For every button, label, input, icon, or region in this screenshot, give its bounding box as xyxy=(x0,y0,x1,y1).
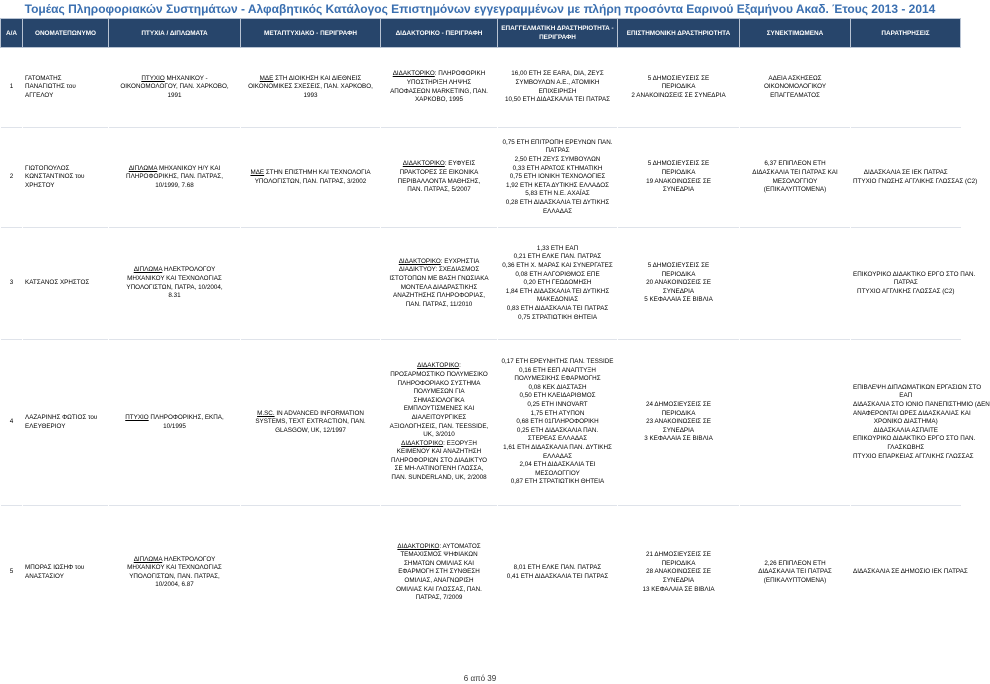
cell-num: 3 xyxy=(1,228,23,340)
cell-masters xyxy=(241,340,381,506)
cell-professional-line: 0,25 ΕΤΗ INNOVART xyxy=(527,401,588,409)
cell-remarks-line: ΠΤΥΧΙΟ ΕΠΑΡΚΕΙΑΣ ΑΓΓΛΙΚΗΣ ΓΛΩΣΣΑΣ xyxy=(853,452,974,460)
cell-remarks-line: ΕΑΠ xyxy=(899,392,913,400)
cell-scientific-line: ΠΕΡΙΟΔΙΚΑ xyxy=(661,559,696,567)
cell-phd xyxy=(381,228,498,340)
cell-professional-line: ΜΕΣΟΛΟΓΓΙΟΥ xyxy=(535,469,580,477)
cell-phd-line: ΙΣΤΟΤΟΠΩΝ ΜΕ ΒΑΣΗ ΓΝΩΣΙΑΚΑ xyxy=(389,274,489,282)
cell-professional-line: ΜΑΚΕΔΟΝΙΑΣ xyxy=(536,296,579,304)
cell-considered-line: ΜΕΣΟΛΟΓΓΙΟΥ xyxy=(772,177,818,185)
cell-degree xyxy=(109,48,241,128)
cell-phd-line: ΠΛΗΡΟΦΟΡΙΑΚΟ ΣΥΣΤΗΜΑ xyxy=(397,379,481,387)
cell-degree-line: ΥΠΟΛΟΓΙΣΤΩΝ, ΠΑΝ. ΠΑΤΡΑΣ, xyxy=(129,572,220,580)
cell-remarks-line: ΕΠΙΚΟΥΡΙΚΟ ΔΙΔΑΚΤΙΚΟ ΕΡΓΟ ΣΤΟ ΠΑΝ. xyxy=(853,270,976,278)
cell-phd-line: ΠΑΤΡΑΣ, 7/2009 xyxy=(415,594,463,602)
col-header-remarks: ΠΑΡΑΤΗΡΗΣΕΙΣ xyxy=(851,19,961,48)
cell-phd-line: ΠΛΗΡΟΦΟΡΙΩΝ ΣΤΟ ΔΙΑΔΙΚΤΥΟ xyxy=(390,456,488,464)
cell-professional xyxy=(498,128,618,228)
cell-remarks xyxy=(851,340,990,506)
cell-name-line: ΛΑΖΑΡΙΝΗΣ ΦΩΤΙΟΣ του xyxy=(25,413,98,421)
cell-phd-line: ΟΜΙΛΙΑΣ, ΑΝΑΓΝΩΡΙΣΗ xyxy=(404,577,474,585)
col-header-considered: ΣΥΝΕΚΤΙΜΩΜΕΝΑ xyxy=(740,19,851,48)
cell-professional-line: ΣΤΕΡΕΑΣ ΕΛΛΑΔΑΣ xyxy=(527,435,588,443)
cell-professional-line: ΣΥΜΒΟΥΛΩΝ Α.Ε., ΑΤΟΜΙΚΗ xyxy=(515,78,600,86)
cell-professional-line: 1,92 ΕΤΗ ΚΕΤΑ ΔΥΤΙΚΗΣ ΕΛΛΑΔΟΣ xyxy=(506,181,609,189)
cell-degree-line: 1991 xyxy=(167,91,182,99)
cell-professional-line: 2,50 ΕΤΗ ΖΕΥΣ ΣΥΜΒΟΥΛΩΝ xyxy=(514,156,601,164)
col-header-masters: ΜΕΤΑΠΤΥΧΙΑΚΟ - ΠΕΡΙΓΡΑΦΗ xyxy=(241,19,381,48)
cell-scientific-line: ΠΕΡΙΟΔΙΚΑ xyxy=(661,168,696,176)
cell-num: 4 xyxy=(1,340,23,506)
cell-professional-line: 0,83 ΕΤΗ ΔΙΔΑΣΚΑΛΙΑ ΤΕΙ ΠΑΤΡΑΣ xyxy=(506,304,609,312)
cell-professional xyxy=(498,228,618,340)
cell-name xyxy=(23,228,109,340)
cell-phd-line: ΔΙΔΑΚΤΟΡΙΚΟ: ΕΥΦΥΕΙΣ xyxy=(402,160,476,168)
cell-phd-line: ΠΟΛΥΜΕΣΩΝ ΓΙΑ xyxy=(413,388,465,396)
cell-phd-line: ΠΑΝ. SUNDERLAND, UK, 2/2008 xyxy=(391,474,487,482)
cell-remarks-line: ΠΤΥΧΙΟ ΑΓΓΛΙΚΗΣ ΓΛΩΣΣΑΣ (C2) xyxy=(857,287,955,295)
cell-phd-line: ΟΜΙΛΙΑΣ ΚΑΙ ΓΛΩΣΣΑΣ, ΠΑΝ. xyxy=(396,585,482,593)
cell-degree-line: ΟΙΚΟΝΟΜΟΛΟΓΟΥ, ΠΑΝ. ΧΑΡΚΟΒΟ, xyxy=(120,83,229,91)
table-body xyxy=(1,48,990,640)
cell-name xyxy=(23,506,109,640)
cell-professional-line: 0,28 ΕΤΗ ΔΙΔΑΣΚΑΛΙΑ ΤΕΙ ΔΥΤΙΚΗΣ xyxy=(505,198,610,206)
cell-name-line: ΕΛΕΥΘΕΡΙΟΥ xyxy=(25,422,66,430)
cell-scientific xyxy=(618,340,740,506)
cell-num: 1 xyxy=(1,48,23,128)
cell-masters-line: 1993 xyxy=(303,91,318,99)
cell-professional-line: 1,61 ΕΤΗ ΔΙΔΑΣΚΑΛΙΑ ΠΑΝ. ΔΥΤΙΚΗΣ xyxy=(503,443,612,451)
cell-professional-line: 0,87 ΕΤΗ ΣΤΡΑΤΙΩΤΙΚΗ ΘΗΤΕΙΑ xyxy=(510,478,605,486)
cell-professional-line: ΕΠΙΧΕΙΡΗΣΗ xyxy=(538,87,577,95)
cell-professional-line: ΕΛΛΑΔΑΣ xyxy=(542,452,573,460)
cell-phd-line: ΔΙΔΑΚΤΟΡΙΚΟ: xyxy=(417,362,461,370)
cell-phd-line: ΥΠΟΣΤΗΡΙΞΗ ΛΗΨΗΣ xyxy=(406,78,472,86)
cell-phd-line: ΣΕ ΜΗ-ΛΑΤΙΝΟΓΕΝΗ ΓΛΩΣΣΑ, xyxy=(394,465,484,473)
cell-scientific-line: 13 ΚΕΦΑΛΑΙΑ ΣΕ ΒΙΒΛΙΑ xyxy=(642,585,715,593)
cell-professional-line: 5,83 ΕΤΗ Ν.Ε. ΑΧΑΪΑΣ xyxy=(525,190,590,198)
cell-phd-line: ΔΙΑΛΕΙΤΟΥΡΓΙΚΕΣ xyxy=(411,413,467,421)
cell-considered-line: ΔΙΔΑΣΚΑΛΙΑ ΤΕΙ ΠΑΤΡΑΣ xyxy=(758,568,832,576)
cell-professional-line: 1,84 ΕΤΗ ΔΙΔΑΣΚΑΛΙΑ ΤΕΙ ΔΥΤΙΚΗΣ xyxy=(505,287,610,295)
cell-remarks-line: ΔΙΔΑΣΚΑΛΙΑ ΑΣΠΑΙΤΕ xyxy=(873,426,938,434)
cell-remarks-line: ΔΙΔΑΣΚΑΛΙΑ ΣΤΟ ΙΟΝΙΟ ΠΑΝΕΠΙΣΤΗΜΙΟ (ΔΕΝ xyxy=(853,401,990,409)
cell-phd-line: ΠΡΑΚΤΟΡΕΣ ΣΕ ΕΙΚΟΝΙΚΑ xyxy=(399,168,479,176)
cell-scientific-line: 20 ΑΝΑΚΟΙΝΩΣΕΙΣ ΣΕ xyxy=(646,279,711,287)
cell-scientific xyxy=(618,128,740,228)
cell-phd-line: ΔΙΑΔΙΚΤΥΟΥ: ΣΧΕΔΙΑΣΜΟΣ xyxy=(398,266,480,274)
cell-scientific-line: 24 ΔΗΜΟΣΙΕΥΣΕΙΣ ΣΕ xyxy=(646,401,711,409)
cell-masters xyxy=(241,128,381,228)
page-title: Τομέας Πληροφοριακών Συστημάτων - Αλφαβητικός Κατάλογος Επιστημόνων εγγεγραμμένων με πλήρη προσόντα Εαρινού Εξαμήνου Ακαδ. Έτους 2013 - 2014 xyxy=(24,2,936,16)
cell-professional-line: 0,75 ΣΤΡΑΤΙΩΤΙΚΗ ΘΗΤΕΙΑ xyxy=(517,313,598,321)
cell-professional-line: 16,00 ΕΤΗ ΣΕ EARA, DIA, ΖΕΥΣ xyxy=(511,70,604,78)
cell-professional-line: 0,25 ΕΤΗ ΔΙΔΑΣΚΑΛΙΑ ΠΑΝ. xyxy=(516,426,599,434)
cell-degree-line: ΜΗΧΑΝΙΚΟΥ ΚΑΙ ΤΕΧΝΟΛΟΓΙΑΣ xyxy=(127,564,222,572)
cell-remarks-line: ΧΡΟΝΙΚΟ ΔΙΑΣΤΗΜΑ) xyxy=(873,418,938,426)
cell-professional xyxy=(498,340,618,506)
cell-scientific-line: ΣΥΝΕΔΡΙΑ xyxy=(662,186,695,194)
cell-phd-line: ΣΗΜΑΤΩΝ ΟΜΙΛΙΑΣ ΚΑΙ xyxy=(404,559,474,567)
cell-phd-line: ΠΑΝ. ΠΑΤΡΑΣ, 11/2010 xyxy=(405,300,473,308)
cell-name xyxy=(23,340,109,506)
cell-masters xyxy=(241,228,381,340)
cell-masters-line: GLASGOW, UK, 12/1997 xyxy=(275,426,346,434)
cell-scientific-line: 21 ΔΗΜΟΣΙΕΥΣΕΙΣ ΣΕ xyxy=(646,551,711,559)
col-header-phd: ΔΙΔΑΚΤΟΡΙΚΟ - ΠΕΡΙΓΡΑΦΗ xyxy=(381,19,498,48)
cell-remarks-line: ΠΑΤΡΑΣ xyxy=(893,279,918,287)
cell-degree-line: ΜΗΧΑΝΙΚΟΥ ΚΑΙ ΤΕΧΝΟΛΟΓΙΑΣ xyxy=(127,274,222,282)
col-header-num: Α/Α xyxy=(1,19,23,48)
cell-phd-line: ΕΜΠΛΟΥΤΙΣΜΕΝΕΣ ΚΑΙ xyxy=(403,405,475,413)
cell-name-line: ΧΡΗΣΤΟΥ xyxy=(25,181,55,189)
cell-professional-line: 0,50 ΕΤΗ ΚΛΕΙΔΑΡΙΘΜΟΣ xyxy=(519,392,596,400)
cell-name-line: ΜΠΟΡΑΣ ΙΩΣΗΦ του xyxy=(25,564,85,572)
cell-phd-line: ΧΑΡΚΟΒΟ, 1995 xyxy=(414,96,464,104)
cell-professional-line: 0,68 ΕΤΗ 01ΠΛΗΡΟΦΟΡΙΚΗ xyxy=(516,418,599,426)
table-row xyxy=(1,340,961,506)
cell-phd xyxy=(381,48,498,128)
cell-remarks xyxy=(851,128,978,228)
cell-scientific-line: 19 ΑΝΑΚΟΙΝΩΣΕΙΣ ΣΕ xyxy=(646,177,711,185)
cell-phd-line: ΠΡΟΣΑΡΜΟΣΤΙΚΟ ΠΟΛΥΜΕΣΙΚΟ xyxy=(390,370,488,378)
cell-professional-line: 0,21 ΕΤΗ ΕΛΚΕ ΠΑΝ. ΠΑΤΡΑΣ xyxy=(513,253,602,261)
cell-professional-line: 0,20 ΕΤΗ ΓΕΩΔΟΜΗΣΗ xyxy=(523,279,592,287)
cell-scientific-line: 2 ΑΝΑΚΟΙΝΩΣΕΙΣ ΣΕ ΣΥΝΕΔΡΙΑ xyxy=(631,91,726,99)
cell-scientific-line: ΣΥΝΕΔΡΙΑ xyxy=(662,577,695,585)
cell-remarks-line: ΔΙΔΑΣΚΑΛΙΑ ΣΕ ΙΕΚ ΠΑΤΡΑΣ xyxy=(863,168,948,176)
cell-professional-line: 0,33 ΕΤΗ ΑΡΑΤΟΣ ΚΤΗΜΑΤΙΚΗ xyxy=(512,164,603,172)
cell-phd-line: ΠΑΝ. ΠΑΤΡΑΣ, 5/2007 xyxy=(407,186,471,194)
cell-masters-line: M.SC. IN ADVANCED INFORMATION xyxy=(257,409,364,417)
cell-considered-line: ΑΔΕΙΑ ΑΣΚΗΣΕΩΣ xyxy=(768,74,822,82)
cell-remarks-line: ΕΠΙΚΟΥΡΙΚΟ ΔΙΔΑΚΤΙΚΟ ΕΡΓΟ ΣΤΟ ΠΑΝ. xyxy=(853,435,976,443)
cell-professional-line: 0,75 ΕΤΗ ΕΠΙΤΡΟΠΗ ΕΡΕΥΝΩΝ ΠΑΝ. xyxy=(502,138,613,146)
cell-name xyxy=(23,128,109,228)
cell-num: 2 xyxy=(1,128,23,228)
cell-phd-line: UK, 3/2010 xyxy=(423,431,455,439)
cell-remarks xyxy=(851,48,961,128)
cell-professional-line: ΕΛΛΑΔΑΣ xyxy=(542,207,573,215)
cell-masters-line: ΟΙΚΟΝΟΜΙΚΕΣ ΣΧΕΣΕΙΣ, ΠΑΝ. ΧΑΡΚΟΒΟ, xyxy=(248,83,373,91)
cell-professional-line: 2,04 ΕΤΗ ΔΙΔΑΣΚΑΛΙΑ ΤΕΙ xyxy=(519,461,596,469)
table-row xyxy=(1,228,961,340)
cell-degree-line: ΔΙΠΛΩΜΑ ΗΛΕΚΤΡΟΛΟΓΟΥ xyxy=(133,266,216,274)
cell-name-line: ΚΑΤΣΑΝΟΣ ΧΡΗΣΤΟΣ xyxy=(25,279,90,287)
cell-phd-line: ΣΗΜΑΣΙΟΛΟΓΙΚΑ xyxy=(413,396,465,404)
cell-considered xyxy=(740,128,851,228)
cell-phd-line: ΔΙΔΑΚΤΟΡΙΚΟ: ΑΥΤΟΜΑΤΟΣ xyxy=(397,542,481,550)
cell-scientific xyxy=(618,228,740,340)
cell-considered xyxy=(740,506,851,640)
cell-professional-line: 1,33 ΕΤΗ ΕΑΠ xyxy=(536,244,579,252)
cell-degree-line: ΠΤΥΧΙΟ ΜΗΧΑΝΙΚΟΥ - xyxy=(141,74,208,82)
cell-remarks-line: ΑΝΑΦΕΡΟΝΤΑΙ ΩΡΕΣ ΔΙΔΑΣΚΑΛΙΑΣ ΚΑΙ xyxy=(853,409,971,417)
cell-degree xyxy=(109,340,241,506)
cell-num: 5 xyxy=(1,506,23,640)
cell-degree xyxy=(109,128,241,228)
cell-name-line: ΓΙΩΤΟΠΟΥΛΟΣ xyxy=(25,164,70,172)
cell-scientific-line: 5 ΔΗΜΟΣΙΕΥΣΕΙΣ ΣΕ xyxy=(647,262,710,270)
cell-phd-line: ΑΞΙΟΛΟΓΗΣΕΙΣ, ΠΑΝ. TEESSIDE, xyxy=(389,422,489,430)
cell-scientific-line: 28 ΑΝΑΚΟΙΝΩΣΕΙΣ ΣΕ xyxy=(646,568,711,576)
cell-degree-line: ΔΙΠΛΩΜΑ ΗΛΕΚΤΡΟΛΟΓΟΥ xyxy=(133,555,216,563)
cell-scientific-line: ΠΕΡΙΟΔΙΚΑ xyxy=(661,409,696,417)
cell-phd-line: ΑΠΟΦΑΣΕΩΝ MARKETING, ΠΑΝ. xyxy=(390,87,488,95)
col-header-professional: ΕΠΑΓΓΕΛΜΑΤΙΚΗ ΔΡΑΣΤΗΡΙΟΤΗΤΑ - ΠΕΡΙΓΡΑΦΗ xyxy=(498,19,618,48)
col-header-degree: ΠΤΥΧΙΑ / ΔΙΠΛΩΜΑΤΑ xyxy=(109,19,241,48)
cell-degree-line: 10/2004, 6.87 xyxy=(155,581,194,589)
cell-phd-line: ΚΕΙΜΕΝΟΥ ΚΑΙ ΑΝΑΖΗΤΗΣΗ xyxy=(396,448,482,456)
cell-considered xyxy=(740,48,851,128)
cell-masters-line: ΜΔΕ ΣΤΗ ΔΙΟΙΚΗΣΗ ΚΑΙ ΔΙΕΘΝΕΙΣ xyxy=(259,74,362,82)
cell-degree xyxy=(109,228,241,340)
cell-professional-line: 1,75 ΕΤΗ ΑΤΥΠΟΝ xyxy=(530,409,585,417)
cell-professional-line: 0,75 ΕΤΗ ΙΟΝΙΚΗ ΤΕΧΝΟΛΟΓΙΕΣ xyxy=(509,173,606,181)
staff-table xyxy=(0,18,990,640)
cell-scientific-line: 5 ΔΗΜΟΣΙΕΥΣΕΙΣ ΣΕ xyxy=(647,74,710,82)
cell-professional-line: 10,50 ΕΤΗ ΔΙΔΑΣΚΑΛΙΑ ΤΕΙ ΠΑΤΡΑΣ xyxy=(504,96,611,104)
cell-professional-line: 8,01 ΕΤΗ ΕΛΚΕ ΠΑΝ. ΠΑΤΡΑΣ xyxy=(513,564,602,572)
cell-phd-line: ΔΙΔΑΚΤΟΡΙΚΟ: ΠΛΗΡΟΦΟΡΙΚΗ xyxy=(392,70,486,78)
cell-phd-line: ΤΕΜΑΧΙΣΜΟΣ ΨΗΦΙΑΚΩΝ xyxy=(400,551,478,559)
page-number: 6 από 39 xyxy=(463,674,497,683)
cell-professional xyxy=(498,48,618,128)
cell-considered-line: (ΕΠΙΚΑΛΥΠΤΟΜΕΝΑ) xyxy=(763,577,827,585)
cell-phd xyxy=(381,128,498,228)
cell-phd xyxy=(381,506,498,640)
cell-professional-line: 0,08 ΕΤΗ ΑΛΓΟΡΙΘΜΟΣ ΕΠΕ xyxy=(515,270,600,278)
cell-considered-line: ΟΙΚΟΝΟΜΟΛΟΓΙΚΟΥ xyxy=(763,83,827,91)
cell-name-line: ΑΝΑΣΤΑΣΙΟΥ xyxy=(25,572,64,580)
table-row xyxy=(1,128,961,228)
cell-scientific-line: 23 ΑΝΑΚΟΙΝΩΣΕΙΣ ΣΕ xyxy=(646,418,711,426)
col-header-name: ΟΝΟΜΑΤΕΠΩΝΥΜΟ xyxy=(23,19,109,48)
cell-professional-line: 0,17 ΕΤΗ ΕΡΕΥΝΗΤΗΣ ΠΑΝ. TESSIDE xyxy=(501,358,614,366)
cell-degree-line: 10/1999, 7.68 xyxy=(155,181,194,189)
cell-scientific-line: 5 ΔΗΜΟΣΙΕΥΣΕΙΣ ΣΕ xyxy=(647,160,710,168)
cell-considered-line: 6,37 ΕΠΙΠΛΕΟΝ ΕΤΗ xyxy=(764,160,826,168)
cell-scientific-line: ΠΕΡΙΟΔΙΚΑ xyxy=(661,83,696,91)
cell-considered-line: 2,26 ΕΠΙΠΛΕΟΝ ΕΤΗ xyxy=(764,559,826,567)
cell-scientific-line: 5 ΚΕΦΑΛΑΙΑ ΣΕ ΒΙΒΛΙΑ xyxy=(644,296,713,304)
cell-phd xyxy=(381,340,498,506)
cell-degree-line: 8.31 xyxy=(168,292,181,300)
cell-considered-line: ΕΠΑΓΓΕΛΜΑΤΟΣ xyxy=(770,91,820,99)
cell-phd-line: ΜΟΝΤΕΛΑ ΔΙΑΔΡΑΣΤΙΚΗΣ xyxy=(400,283,478,291)
cell-scientific xyxy=(618,506,740,640)
cell-phd-line: ΔΙΔΑΚΤΟΡΙΚΟ: ΕΞΟΡΥΞΗ xyxy=(401,439,477,447)
cell-considered xyxy=(740,228,851,340)
cell-name xyxy=(23,48,109,128)
cell-professional-line: 0,16 ΕΤΗ ΕΕΠ ΑΝΑΠΤΥΞΗ xyxy=(519,366,596,374)
table-row xyxy=(1,48,961,128)
cell-remarks-line: ΓΛΑΣΚΩΒΗΣ xyxy=(887,443,925,451)
cell-scientific-line: 3 ΚΕΦΑΛΑΙΑ ΣΕ ΒΙΒΛΙΑ xyxy=(644,435,713,443)
cell-considered-line: ΔΙΔΑΣΚΑΛΙΑ ΤΕΙ ΠΑΤΡΑΣ ΚΑΙ xyxy=(752,168,838,176)
cell-degree-line: ΔΙΠΛΩΜΑ ΜΗΧΑΝΙΚΟΥ Η/Υ ΚΑΙ xyxy=(128,164,221,172)
cell-scientific-line: ΠΕΡΙΟΔΙΚΑ xyxy=(661,270,696,278)
cell-degree-line: 10/1995 xyxy=(163,422,186,430)
table-row xyxy=(1,506,961,640)
cell-considered-line: (ΕΠΙΚΑΛΥΠΤΟΜΕΝΑ) xyxy=(763,186,827,194)
cell-name-line: ΑΓΓΕΛΟΥ xyxy=(25,91,54,99)
cell-remarks-line: ΠΤΥΧΙΟ ΓΝΩΣΗΣ ΑΓΓΛΙΚΗΣ ΓΛΩΣΣΑΣ (C2) xyxy=(853,177,978,185)
cell-professional-line: 0,36 ΕΤΗ Χ. ΜΑΡΑΣ ΚΑΙ ΣΥΝΕΡΓΑΤΕΣ xyxy=(502,262,613,270)
cell-scientific-line: ΣΥΝΕΔΡΙΑ xyxy=(662,426,695,434)
cell-masters-line: ΜΔΕ ΣΤΗΝ ΕΠΙΣΤΗΜΗ ΚΑΙ ΤΕΧΝΟΛΟΓΙΑ xyxy=(250,168,371,176)
cell-phd-line: ΠΕΡΙΒΑΛΛΟΝΤΑ ΜΑΘΗΣΗΣ, xyxy=(397,177,481,185)
cell-degree-line: ΠΛΗΡΟΦΟΡΙΚΗΣ, ΠΑΝ. ΠΑΤΡΑΣ, xyxy=(126,173,223,181)
cell-degree xyxy=(109,506,241,640)
cell-remarks xyxy=(851,228,976,340)
cell-phd-line: ΑΝΑΖΗΤΗΣΗΣ ΠΛΗΡΟΦΟΡΙΑΣ, xyxy=(393,292,485,300)
cell-name-line: ΚΩΝΣΤΑΝΤΙΝΟΣ του xyxy=(25,173,85,181)
cell-professional-line: 0,41 ΕΤΗ ΔΙΔΑΣΚΑΛΙΑ ΤΕΙ ΠΑΤΡΑΣ xyxy=(506,572,609,580)
cell-masters xyxy=(241,506,381,640)
cell-scientific xyxy=(618,48,740,128)
col-header-scientific: ΕΠΙΣΤΗΜΟΝΙΚΗ ΔΡΑΣΤΗΡΙΟΤΗΤΑ xyxy=(618,19,740,48)
cell-name-line: ΠΑΝΑΓΙΩΤΗΣ του xyxy=(25,83,76,91)
cell-masters-line: SYSTEMS, TEXT EXTRACTION, ΠΑΝ. xyxy=(255,418,366,426)
cell-professional xyxy=(498,506,618,640)
cell-degree-line: ΠΤΥΧΙΟ ΠΛΗΡΟΦΟΡΙΚΗΣ, ΕΚΠΑ, xyxy=(125,413,224,421)
table-header-row xyxy=(1,19,961,48)
cell-phd-line: ΔΙΔΑΚΤΟΡΙΚΟ: ΕΥΧΡΗΣΤΙΑ xyxy=(398,257,480,265)
cell-considered xyxy=(740,340,851,506)
cell-professional-line: 0,08 ΚΕΚ ΔΙΑΣΤΑΣΗ xyxy=(528,383,587,391)
cell-scientific-line: ΣΥΝΕΔΡΙΑ xyxy=(662,287,695,295)
cell-phd-line: ΕΦΑΡΜΟΓΗ ΣΤΗ ΣΥΝΘΕΣΗ xyxy=(398,568,480,576)
cell-professional-line: ΠΑΤΡΑΣ xyxy=(545,147,570,155)
cell-name-line: ΓΑΤΟΜΑΤΗΣ xyxy=(25,74,62,82)
cell-masters xyxy=(241,48,381,128)
cell-remarks xyxy=(851,506,968,640)
cell-masters-line: ΥΠΟΛΟΓΙΣΤΩΝ, ΠΑΝ. ΠΑΤΡΑΣ, 3/2002 xyxy=(254,177,367,185)
cell-remarks-line: ΕΠΙΒΛΕΨΗ ΔΙΠΛΩΜΑΤΙΚΩΝ ΕΡΓΑΣΙΩΝ ΣΤΟ xyxy=(853,383,982,391)
cell-remarks-line: ΔΙΔΑΣΚΑΛΙΑ ΣΕ ΔΗΜΟΣΙΟ ΙΕΚ ΠΑΤΡΑΣ xyxy=(853,568,968,576)
cell-degree-line: ΥΠΟΛΟΓΙΣΤΩΝ, ΠΑΤΡΑ, 10/2004, xyxy=(126,283,223,291)
cell-professional-line: ΠΟΛΥΜΕΣΙΚΗΣ ΕΦΑΡΜΟΓΗΣ xyxy=(514,375,601,383)
